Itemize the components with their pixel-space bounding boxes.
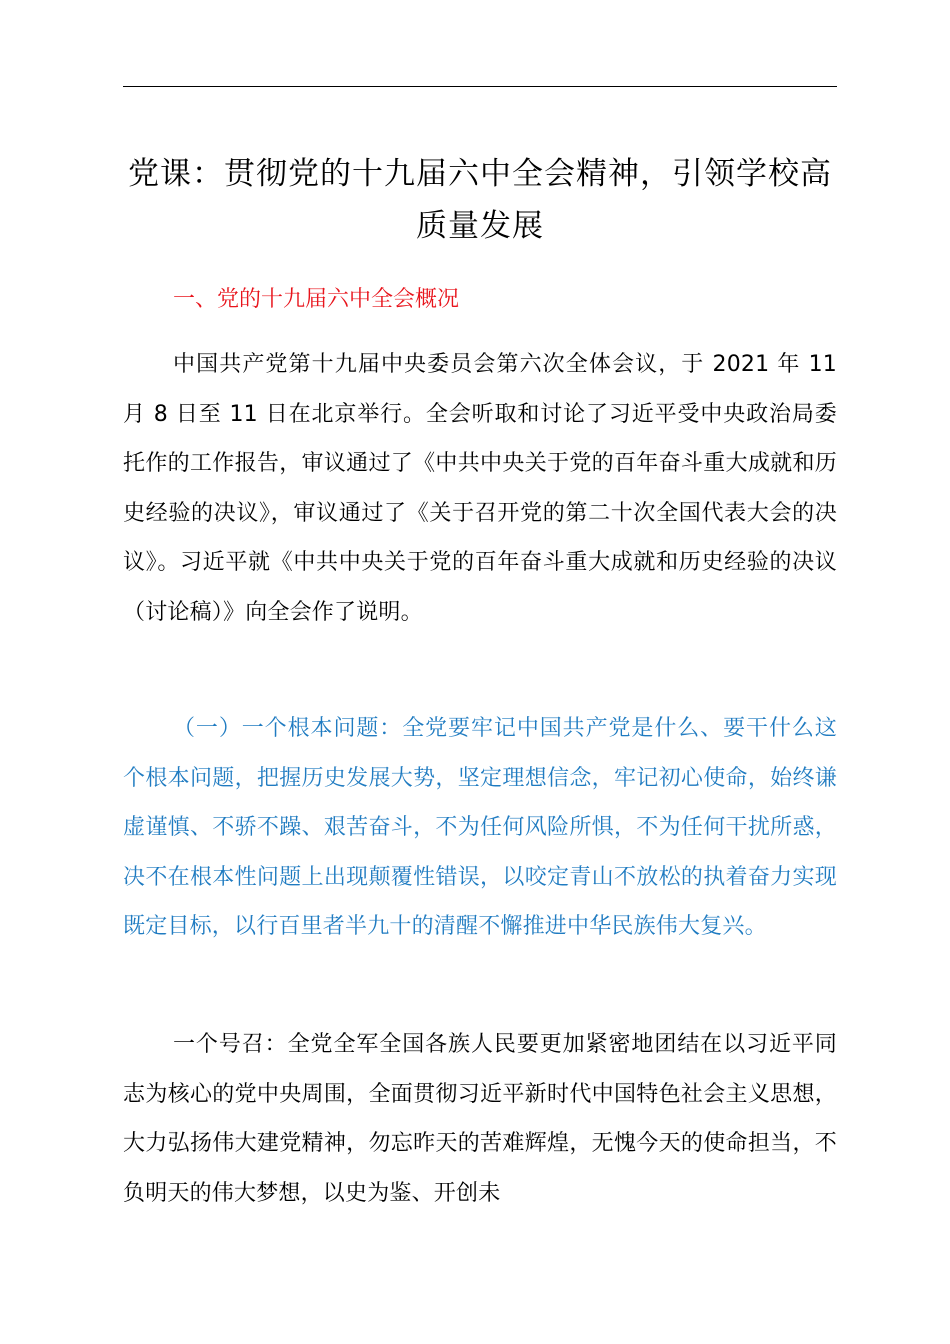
paragraph-fundamental-question: （一）一个根本问题：全党要牢记中国共产党是什么、要干什么这个根本问题，把握历史发展大势，坚定理想信念，牢记初心使命，始终谦虚谨慎、不骄不躁、艰苦奋斗，不为任何风险所惧，不为任何干扰所惑，决不在根本性问题上出现颠覆性错误，以咬定青山不放松的执着奋力实现既定目标，以行百里者半九十的清醒不懈推进中华民族伟大复兴。	[123, 716, 837, 939]
header-rule	[123, 86, 837, 87]
paragraph-call: 一个号召：全党全军全国各族人民要更加紧密地团结在以习近平同志为核心的党中央周围，全面贯彻习近平新时代中国特色社会主义思想，大力弘扬伟大建党精神，勿忘昨天的苦难辉煌，无愧今天的使命担当，不负明天的伟大梦想，以史为鉴、开创未	[123, 1032, 837, 1206]
section-heading: 一、党的十九届六中全会概况	[173, 287, 460, 312]
paragraph-overview: 中国共产党第十九届中央委员会第六次全体会议，于 2021 年 11 月 8 日至 11 日在北京举行。全会听取和讨论了习近平受中央政治局委托作的工作报告，审议通过了《中共中央关于党的百年奋斗重大成就和历史经验的决议》，审议通过了《关于召开党的第二十次全国代表大会的决议》。习近平就《中共中央关于党的百年奋斗重大成就和历史经验的决议（讨论稿）》向全会作了说明。	[123, 352, 837, 625]
document-title: 党课：贯彻党的十九届六中全会精神，引领学校高质量发展	[128, 156, 832, 244]
